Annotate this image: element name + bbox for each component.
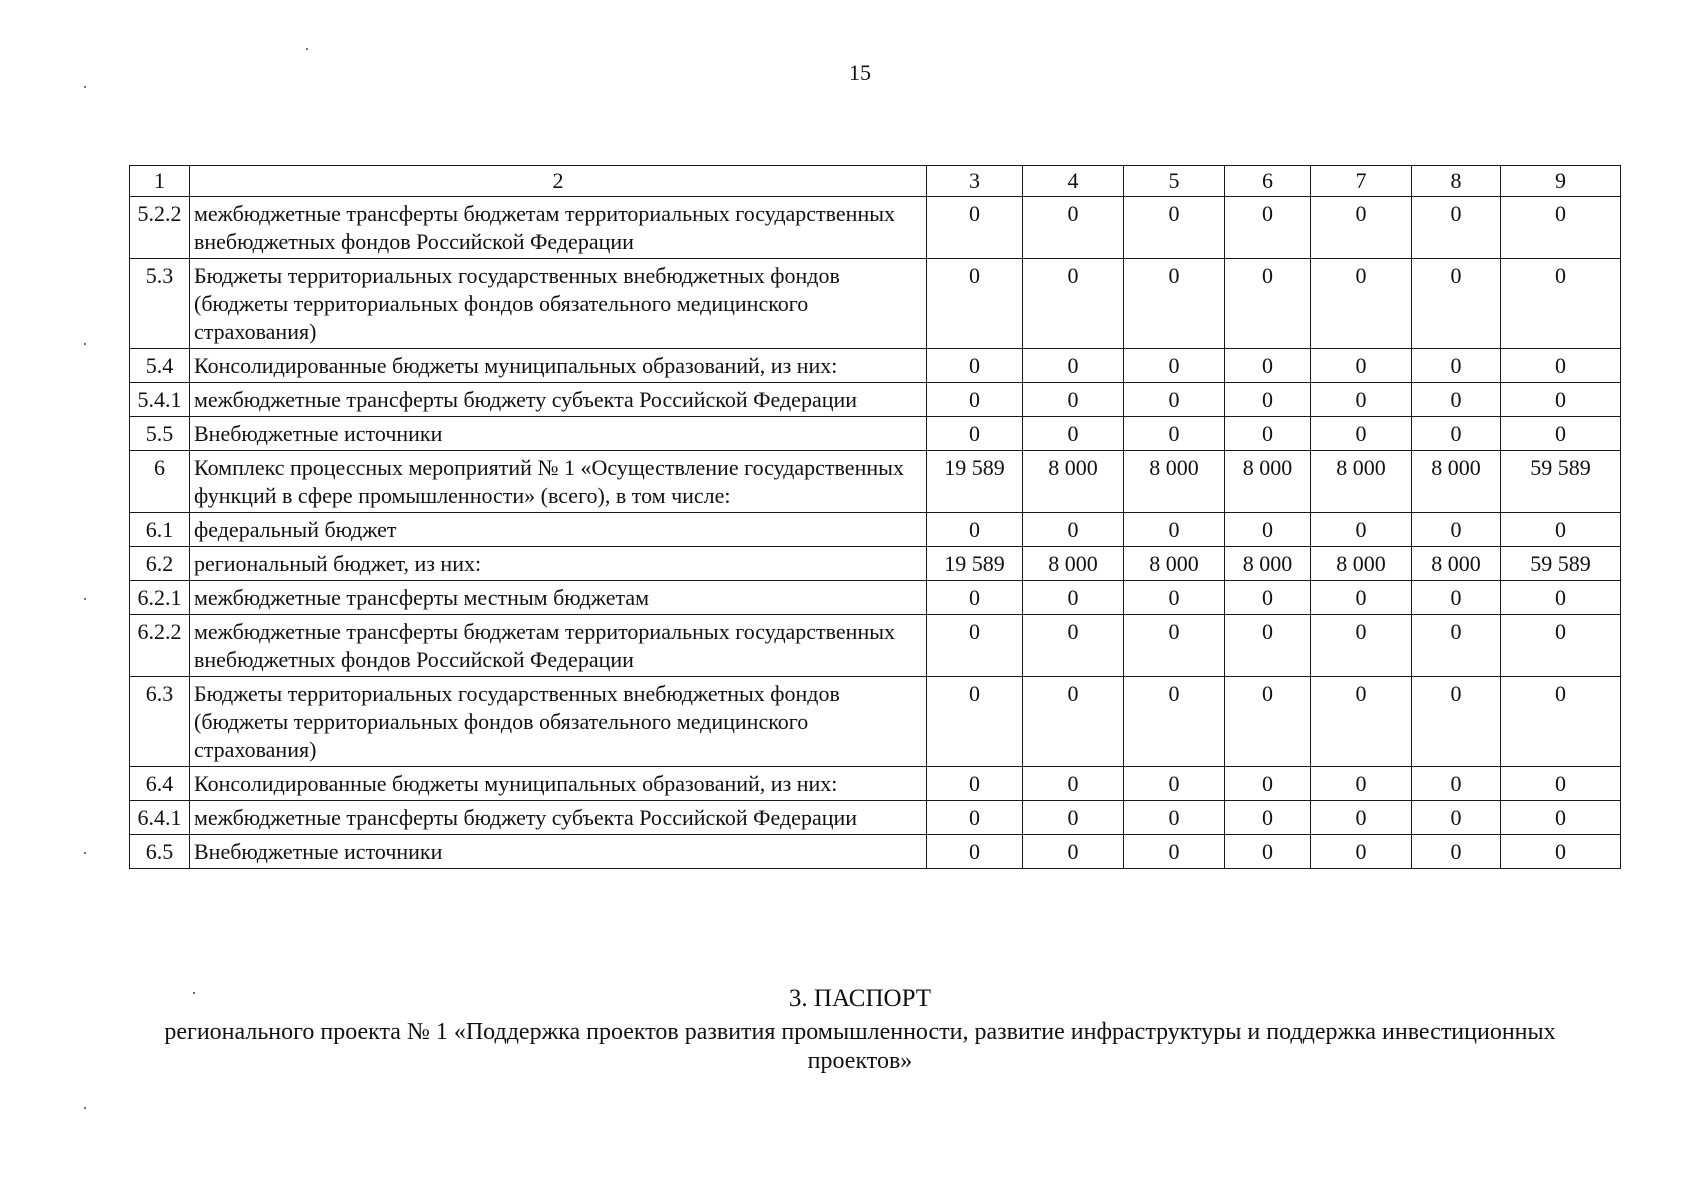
- row-value-cell: 0: [927, 581, 1023, 615]
- table-row: [130, 383, 1621, 417]
- row-value-cell: 0: [927, 835, 1023, 869]
- row-value-cell: 0: [1412, 259, 1501, 349]
- row-number-cell: 5.4.1: [130, 383, 190, 417]
- row-value-cell: 0: [1412, 801, 1501, 835]
- row-value-cell: 0: [1501, 259, 1621, 349]
- row-value-cell: 0: [1501, 767, 1621, 801]
- row-value-cell: 0: [1225, 513, 1311, 547]
- row-value-cell: 0: [1311, 615, 1412, 677]
- table-body: [130, 166, 1621, 869]
- row-value-cell: 0: [1501, 677, 1621, 767]
- row-value-cell: 0: [1225, 259, 1311, 349]
- row-value-cell: 0: [1124, 581, 1225, 615]
- header-cell: 7: [1311, 166, 1412, 197]
- row-value-cell: 0: [1225, 615, 1311, 677]
- row-value-cell: 0: [1225, 677, 1311, 767]
- row-value-cell: 0: [1023, 197, 1124, 259]
- row-value-cell: 0: [927, 259, 1023, 349]
- row-number-cell: 5.4: [130, 349, 190, 383]
- section-subtitle: регионального проекта № 1 «Поддержка проектов развития промышленности, развитие инфраструктуры и поддержка инвестиционных проектов»: [164, 1019, 1556, 1074]
- row-value-cell: 0: [1023, 513, 1124, 547]
- row-value-cell: 0: [1023, 581, 1124, 615]
- row-number-cell: 6.4.1: [130, 801, 190, 835]
- scan-speck: [193, 992, 195, 994]
- table-row: [130, 835, 1621, 869]
- row-value-cell: 8 000: [1023, 547, 1124, 581]
- row-value-cell: 0: [1412, 581, 1501, 615]
- scan-speck: [84, 852, 86, 854]
- table-row: [130, 581, 1621, 615]
- header-cell: 1: [130, 166, 190, 197]
- row-value-cell: 0: [927, 417, 1023, 451]
- row-number-cell: 6: [130, 451, 190, 513]
- scan-speck: [84, 598, 86, 600]
- row-name-cell: Консолидированные бюджеты муниципальных образований, из них:: [190, 767, 927, 801]
- row-number-cell: 5.5: [130, 417, 190, 451]
- row-number-cell: 6.2: [130, 547, 190, 581]
- page-number: 15: [849, 60, 871, 85]
- header-cell: 2: [190, 166, 927, 197]
- row-number-cell: 6.4: [130, 767, 190, 801]
- row-value-cell: 0: [1311, 513, 1412, 547]
- header-cell: 5: [1124, 166, 1225, 197]
- table-header-row: [130, 166, 1621, 197]
- row-value-cell: 59 589: [1501, 547, 1621, 581]
- table-row: [130, 513, 1621, 547]
- row-value-cell: 0: [1501, 835, 1621, 869]
- row-value-cell: 8 000: [1225, 451, 1311, 513]
- table-row: [130, 259, 1621, 349]
- row-value-cell: 0: [1501, 581, 1621, 615]
- row-value-cell: 8 000: [1412, 451, 1501, 513]
- row-value-cell: 0: [1023, 349, 1124, 383]
- row-value-cell: 0: [1311, 417, 1412, 451]
- row-value-cell: 0: [1225, 417, 1311, 451]
- row-value-cell: 0: [1225, 197, 1311, 259]
- row-name-cell: межбюджетные трансферты местным бюджетам: [190, 581, 927, 615]
- scan-speck: [84, 343, 86, 345]
- row-name-cell: Комплекс процессных мероприятий № 1 «Осуществление государственных функций в сфере промышленности» (всего), в том числе:: [190, 451, 927, 513]
- table-row: [130, 417, 1621, 451]
- row-value-cell: 0: [1023, 767, 1124, 801]
- row-name-cell: межбюджетные трансферты бюджету субъекта Российской Федерации: [190, 383, 927, 417]
- row-value-cell: 0: [1023, 677, 1124, 767]
- row-value-cell: 0: [1501, 417, 1621, 451]
- budget-table: [129, 165, 1621, 869]
- row-value-cell: 0: [1412, 513, 1501, 547]
- row-value-cell: 0: [1311, 197, 1412, 259]
- row-value-cell: 0: [1124, 615, 1225, 677]
- row-value-cell: 0: [1124, 383, 1225, 417]
- row-number-cell: 6.2.1: [130, 581, 190, 615]
- row-value-cell: 0: [1124, 835, 1225, 869]
- row-value-cell: 0: [1501, 349, 1621, 383]
- row-name-cell: Внебюджетные источники: [190, 835, 927, 869]
- row-value-cell: 0: [927, 767, 1023, 801]
- row-value-cell: 0: [1225, 835, 1311, 869]
- header-cell: 3: [927, 166, 1023, 197]
- table-row: [130, 547, 1621, 581]
- row-value-cell: 0: [1412, 835, 1501, 869]
- row-value-cell: 0: [1412, 767, 1501, 801]
- row-name-cell: региональный бюджет, из них:: [190, 547, 927, 581]
- row-value-cell: 19 589: [927, 451, 1023, 513]
- row-value-cell: 0: [927, 801, 1023, 835]
- row-value-cell: 0: [1501, 383, 1621, 417]
- row-name-cell: Консолидированные бюджеты муниципальных образований, из них:: [190, 349, 927, 383]
- table-row: [130, 197, 1621, 259]
- row-value-cell: 0: [1412, 197, 1501, 259]
- row-value-cell: 0: [1124, 259, 1225, 349]
- row-value-cell: 0: [1124, 767, 1225, 801]
- row-value-cell: 0: [927, 349, 1023, 383]
- row-value-cell: 0: [927, 677, 1023, 767]
- header-cell: 6: [1225, 166, 1311, 197]
- row-value-cell: 0: [1124, 417, 1225, 451]
- row-value-cell: 8 000: [1225, 547, 1311, 581]
- row-value-cell: 59 589: [1501, 451, 1621, 513]
- row-value-cell: 0: [1311, 767, 1412, 801]
- table-row: [130, 801, 1621, 835]
- row-value-cell: 0: [1225, 349, 1311, 383]
- row-value-cell: 0: [1225, 767, 1311, 801]
- row-name-cell: межбюджетные трансферты бюджетам территориальных государственных внебюджетных фондов Российской Федерации: [190, 197, 927, 259]
- row-value-cell: 0: [1023, 259, 1124, 349]
- row-name-cell: Внебюджетные источники: [190, 417, 927, 451]
- row-number-cell: 6.3: [130, 677, 190, 767]
- scan-speck: [306, 48, 308, 50]
- row-value-cell: 0: [927, 383, 1023, 417]
- table-row: [130, 767, 1621, 801]
- table-row: [130, 615, 1621, 677]
- row-value-cell: 8 000: [1023, 451, 1124, 513]
- table-row: [130, 451, 1621, 513]
- row-value-cell: 0: [1412, 349, 1501, 383]
- row-value-cell: 0: [1225, 581, 1311, 615]
- scan-speck: [84, 1107, 86, 1109]
- row-value-cell: 0: [1311, 259, 1412, 349]
- row-value-cell: 0: [1501, 197, 1621, 259]
- row-number-cell: 6.2.2: [130, 615, 190, 677]
- row-name-cell: Бюджеты территориальных государственных внебюджетных фондов (бюджеты территориальных фондов обязательного медицинского страхования): [190, 677, 927, 767]
- row-name-cell: межбюджетные трансферты бюджету субъекта Российской Федерации: [190, 801, 927, 835]
- row-value-cell: 0: [1023, 835, 1124, 869]
- row-value-cell: 0: [1311, 383, 1412, 417]
- row-value-cell: 0: [1225, 383, 1311, 417]
- row-value-cell: 0: [1023, 383, 1124, 417]
- row-value-cell: 0: [1311, 677, 1412, 767]
- row-value-cell: 0: [1124, 801, 1225, 835]
- row-value-cell: 0: [1225, 801, 1311, 835]
- row-value-cell: 0: [1412, 383, 1501, 417]
- row-value-cell: 0: [1124, 513, 1225, 547]
- row-name-cell: Бюджеты территориальных государственных внебюджетных фондов (бюджеты территориальных фондов обязательного медицинского страхования): [190, 259, 927, 349]
- row-value-cell: 8 000: [1311, 451, 1412, 513]
- row-value-cell: 0: [1311, 801, 1412, 835]
- row-value-cell: 0: [927, 197, 1023, 259]
- row-value-cell: 0: [1023, 801, 1124, 835]
- row-value-cell: 0: [1023, 615, 1124, 677]
- header-cell: 8: [1412, 166, 1501, 197]
- row-value-cell: 0: [1501, 801, 1621, 835]
- header-cell: 4: [1023, 166, 1124, 197]
- row-value-cell: 0: [1311, 581, 1412, 615]
- row-value-cell: 8 000: [1124, 547, 1225, 581]
- row-value-cell: 0: [1023, 417, 1124, 451]
- row-number-cell: 5.2.2: [130, 197, 190, 259]
- row-value-cell: 19 589: [927, 547, 1023, 581]
- header-cell: 9: [1501, 166, 1621, 197]
- row-value-cell: 0: [927, 615, 1023, 677]
- section-title: 3. ПАСПОРТ: [788, 985, 932, 1012]
- row-value-cell: 0: [1501, 513, 1621, 547]
- row-name-cell: межбюджетные трансферты бюджетам территориальных государственных внебюджетных фондов Российской Федерации: [190, 615, 927, 677]
- row-value-cell: 0: [1311, 349, 1412, 383]
- row-value-cell: 0: [1412, 677, 1501, 767]
- row-value-cell: 0: [1124, 677, 1225, 767]
- scan-speck: [84, 86, 86, 88]
- row-number-cell: 6.1: [130, 513, 190, 547]
- row-value-cell: 0: [1124, 197, 1225, 259]
- row-number-cell: 5.3: [130, 259, 190, 349]
- row-name-cell: федеральный бюджет: [190, 513, 927, 547]
- table-row: [130, 349, 1621, 383]
- row-value-cell: 0: [1124, 349, 1225, 383]
- table-row: [130, 677, 1621, 767]
- row-value-cell: 0: [1311, 835, 1412, 869]
- row-value-cell: 8 000: [1311, 547, 1412, 581]
- row-value-cell: 8 000: [1124, 451, 1225, 513]
- row-value-cell: 0: [927, 513, 1023, 547]
- row-value-cell: 0: [1412, 417, 1501, 451]
- row-value-cell: 0: [1501, 615, 1621, 677]
- row-value-cell: 0: [1412, 615, 1501, 677]
- row-value-cell: 8 000: [1412, 547, 1501, 581]
- row-number-cell: 6.5: [130, 835, 190, 869]
